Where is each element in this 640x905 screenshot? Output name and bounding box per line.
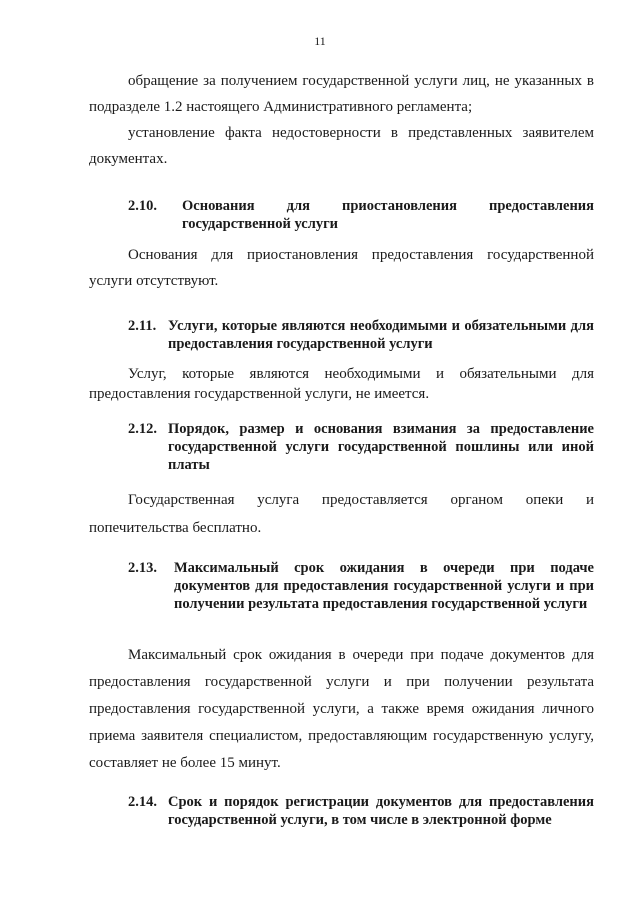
page-number: 11	[314, 34, 326, 48]
intro-paragraph-2: установление факта недостоверности в представленных заявителем документах.	[89, 125, 594, 167]
section-number: 2.12.	[128, 421, 157, 437]
section-number: 2.11.	[128, 318, 157, 334]
section-body-2-10	[89, 242, 594, 294]
section-number: 2.14.	[128, 794, 157, 810]
section-number: 2.10.	[128, 198, 157, 214]
section-title: Порядок, размер и основания взимания за предоставление государственной услуги государственной пошлины или иной платы	[168, 421, 594, 473]
section-heading-2-11	[128, 317, 594, 353]
section-paragraph: Основания для приостановления предоставления государственной услуги отсутствуют.	[89, 247, 594, 289]
section-heading-2-14	[128, 793, 594, 829]
section-paragraph: Услуг, которые являются необходимыми и обязательными для предоставления государственной услуги, не имеется.	[89, 366, 594, 402]
section-title: Срок и порядок регистрации документов для предоставления государственной услуги, в том числе в электронной форме	[168, 794, 594, 828]
section-heading-2-10	[128, 197, 594, 233]
section-body-2-11	[89, 364, 594, 404]
section-body-2-12	[89, 486, 594, 542]
section-number: 2.13.	[128, 560, 157, 576]
intro-text	[89, 68, 594, 172]
section-body-2-13	[89, 642, 594, 777]
section-title: Максимальный срок ожидания в очереди при подаче документов для предоставления государственной услуги и при получении результата предоставления государственной услуги	[174, 560, 594, 612]
section-paragraph: Государственная услуга предоставляется органом опеки и попечительства бесплатно.	[89, 492, 594, 536]
section-paragraph: Максимальный срок ожидания в очереди при подаче документов для предоставления государственной услуги и при получении результата предоставления государственной услуги, а также время ожидания личного приема заявителя специалистом, предоставляющим государственную услугу, составляет не более 15 минут.	[89, 647, 594, 771]
section-title: Услуги, которые являются необходимыми и обязательными для предоставления государственной услуги	[168, 318, 594, 352]
section-heading-2-13	[128, 559, 594, 613]
intro-paragraph-1: обращение за получением государственной услуги лиц, не указанных в подразделе 1.2 настоящего Административного регламента;	[89, 73, 594, 115]
section-heading-2-12	[128, 420, 594, 474]
section-title: Основания для приостановления предоставления государственной услуги	[182, 198, 594, 232]
